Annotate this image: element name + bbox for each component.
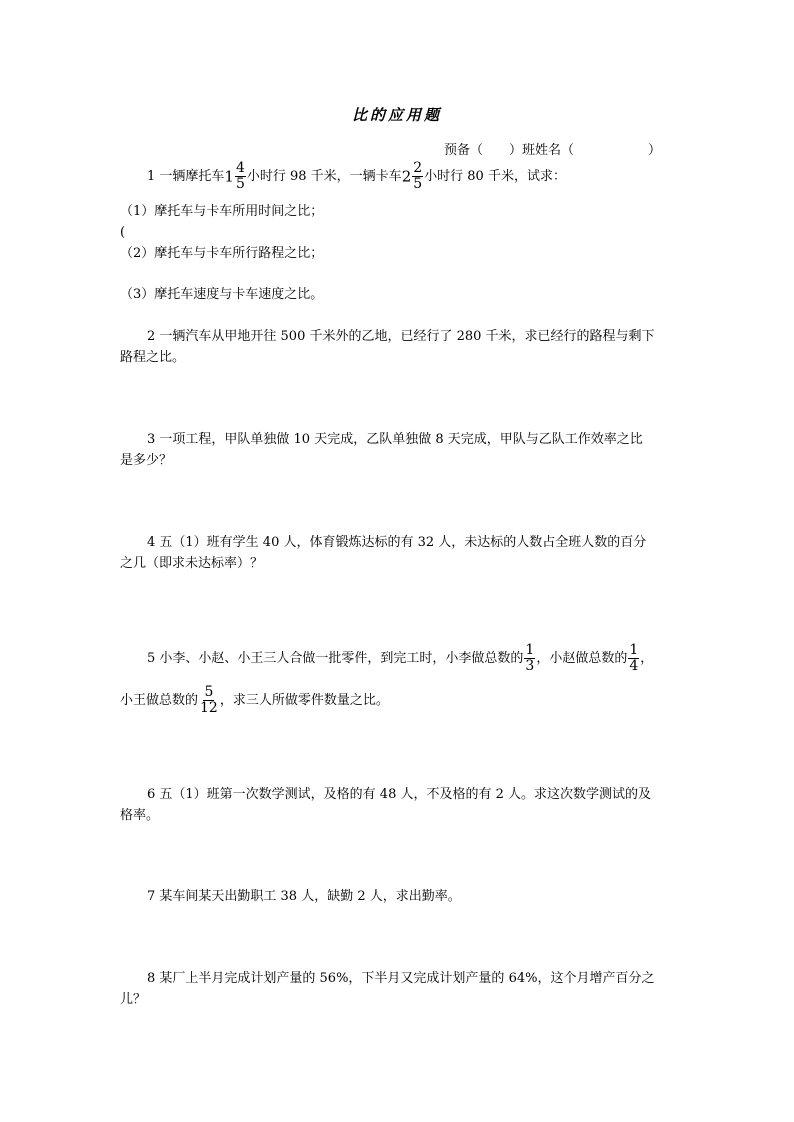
fraction-numerator: 1 (525, 642, 535, 658)
q5-text-c: ， (640, 651, 654, 666)
question-8-line-1: 8 某厂上半月完成计划产量的 56%，下半月又完成计划产量的 64%，这个月增产百分之 (147, 971, 655, 986)
question-5-line-1 (120, 643, 707, 674)
question-3-line-1: 3 一项工程，甲队单独做 10 天完成，乙队单独做 8 天完成，甲队与乙队工作效率之比 (147, 432, 643, 447)
q5-text-b: ，小赵做总数的 (536, 651, 628, 666)
q1-text-b: 小时行 98 千米，一辆卡车 (246, 169, 402, 184)
question-5-line-2 (120, 685, 680, 716)
q5-fraction-2 (628, 643, 639, 674)
page-title: 比的应用题 (351, 106, 442, 124)
fraction-denominator: 5 (235, 176, 245, 192)
question-1-sub-2: （2）摩托车与卡车所行路程之比； (120, 246, 324, 261)
q1-mixed-whole-2: 2 (401, 167, 412, 186)
q5-fraction-1 (524, 643, 535, 674)
question-1-sub-3: （3）摩托车速度与卡车速度之比。 (120, 287, 324, 302)
fraction-numerator: 5 (204, 684, 214, 700)
fraction-denominator: 3 (525, 658, 535, 674)
question-8-line-2: 儿？ (120, 992, 147, 1007)
prep-label: 预备（ (444, 143, 484, 158)
question-4-line-1: 4 五（1）班有学生 40 人，体育锻炼达标的有 32 人，未达标的人数占全班人数的百分 (147, 535, 647, 550)
class-name-label: ）班姓名（ (509, 143, 575, 158)
fraction-denominator: 5 (413, 176, 423, 192)
q1-mixed-whole-1: 1 (224, 167, 234, 186)
q1-fraction-2 (412, 161, 423, 192)
question-4-line-2: 之几（即求未达标率）？ (120, 556, 264, 571)
q1-fraction-1 (235, 161, 246, 192)
question-2-line-1: 2 一辆汽车从甲地开往 500 千米外的乙地，已经行了 280 千米，求已经行的路程与剩下 (147, 329, 655, 344)
question-6-line-2: 格率。 (120, 808, 160, 823)
q5-fraction-3 (199, 685, 219, 716)
fraction-numerator: 4 (235, 160, 245, 176)
q5-text-a: 5 小李、小赵、小王三人合做一批零件，到完工时，小李做总数的 (147, 651, 524, 666)
fraction-numerator: 1 (629, 642, 639, 658)
question-1-stray-mark: ( (120, 225, 126, 240)
q5-text-d: 小王做总数的 (120, 693, 199, 708)
question-1-line (120, 161, 707, 192)
question-2-line-2: 路程之比。 (120, 350, 186, 365)
q1-text-a: 1 一辆摩托车 (147, 169, 225, 184)
q1-text-c: 小时行 80 千米，试求： (424, 169, 566, 184)
question-6-line-1: 6 五（1）班第一次数学测试，及格的有 48 人，不及格的有 2 人。求这次数学测试的及 (147, 787, 652, 802)
fraction-numerator: 2 (413, 160, 423, 176)
question-3-line-2: 是多少？ (120, 453, 173, 468)
fraction-denominator: 12 (200, 700, 218, 716)
student-info-line (444, 139, 661, 158)
question-7-line-1: 7 某车间某天出勤职工 38 人，缺勤 2 人，求出勤率。 (147, 889, 461, 904)
question-1-sub-1: （1）摩托车与卡车所用时间之比； (120, 204, 324, 219)
fraction-denominator: 4 (629, 658, 639, 674)
info-close: ） (648, 143, 662, 158)
q5-text-e: ，求三人所做零件数量之比。 (219, 693, 389, 708)
